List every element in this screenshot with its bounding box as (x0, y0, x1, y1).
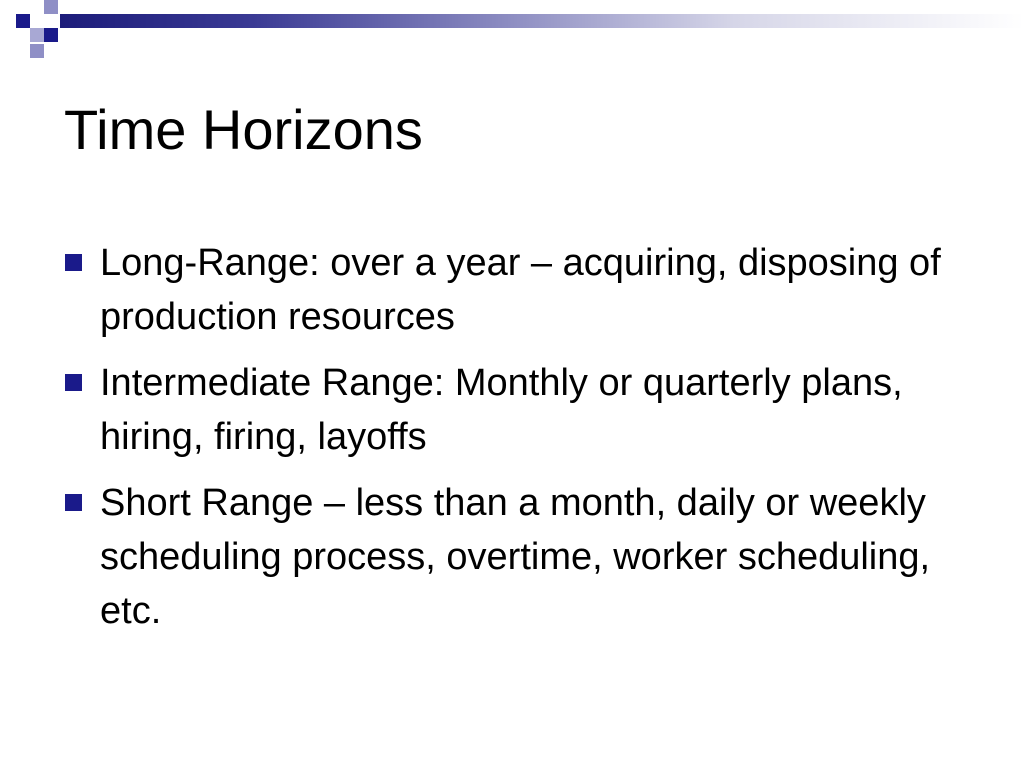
bullet-text: Short Range – less than a month, daily or weekly scheduling process, overtime, worker scheduling, etc. (100, 482, 931, 632)
bullet-item (62, 356, 962, 464)
decorative-square (44, 28, 58, 42)
header-decoration (0, 0, 1024, 64)
bullet-list (62, 236, 962, 650)
decorative-square (16, 14, 30, 28)
bullet-text: Long-Range: over a year – acquiring, disposing of production resources (100, 242, 941, 338)
bullet-item (62, 476, 962, 638)
decorative-square (30, 44, 44, 58)
square-bullet-icon (65, 494, 82, 511)
decorative-square (44, 0, 58, 14)
square-bullet-icon (65, 374, 82, 391)
bullet-item (62, 236, 962, 344)
slide-title: Time Horizons (64, 98, 423, 161)
square-bullet-icon (65, 254, 82, 271)
header-gradient-bar (60, 14, 1024, 28)
bullet-text: Intermediate Range: Monthly or quarterly plans, hiring, firing, layoffs (100, 362, 903, 458)
decorative-square (30, 28, 44, 42)
